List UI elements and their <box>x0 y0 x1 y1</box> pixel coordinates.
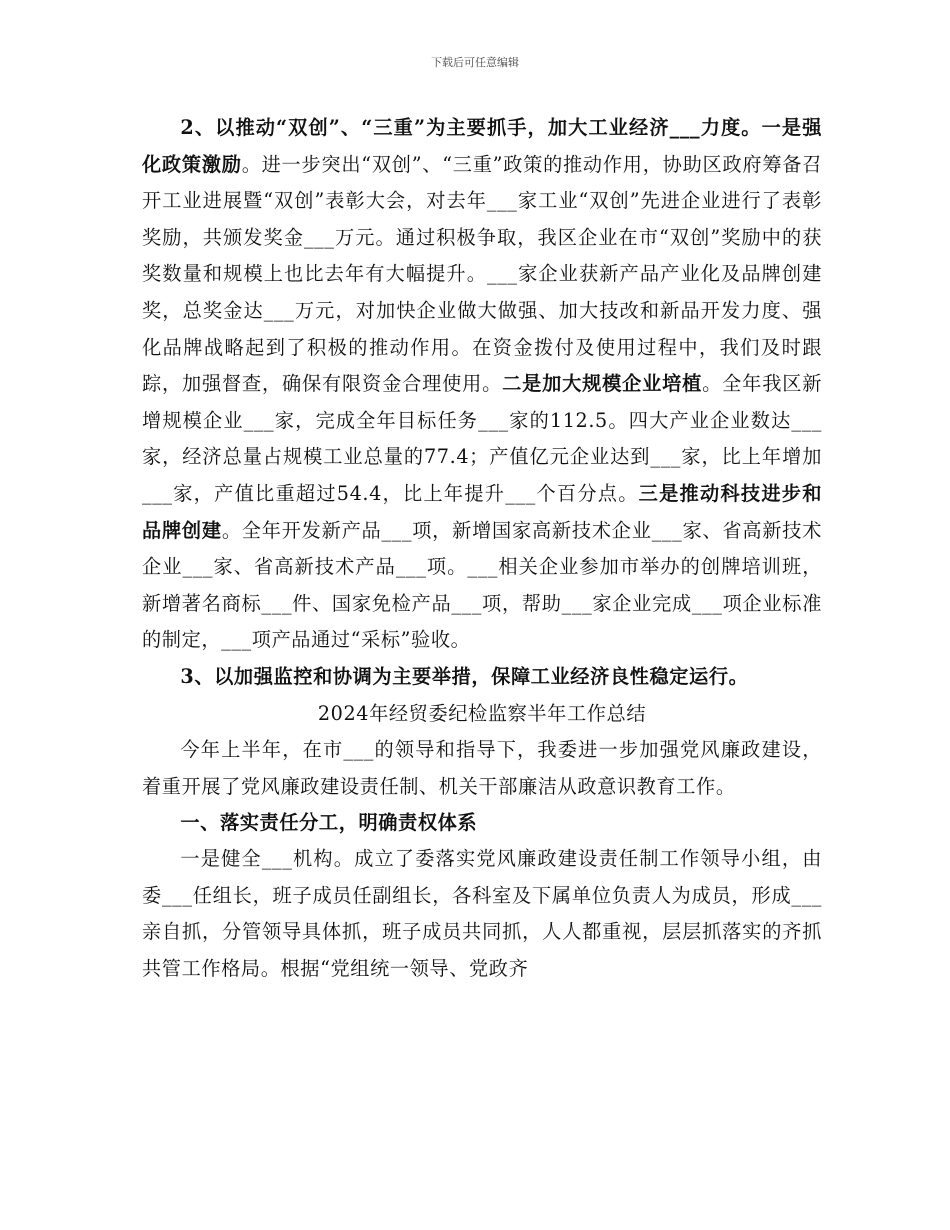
section-body: 一是健全___机构。成立了委落实党风廉政建设责任制工作领导小组，由委___任组长，班子成员任副组长，各科室及下属单位负责人为成员，形成___亲自抓，分管领导具体抓，班子成员共同抓，人人都重视，层层抓落实的齐抓共管工作格局。根据“党组统一领导、党政齐 <box>142 847 822 980</box>
lead-phrase-2: 二是加大规模企业培植 <box>502 372 703 396</box>
paragraph-text-2: 。全年我区新增规模企业___家，完成全年目标任务___家的112.5。四大产业企业数达___家，经济总量占规模工业总量的77.4；产值亿元企业达到___家，比上年增加___家，产值比重超过54.4，比上年提升___个百分点。 <box>142 372 822 505</box>
paragraph-industrial-economy <box>142 110 822 659</box>
summary-section <box>142 732 822 987</box>
section-heading: 一、落实责任分工，明确责权体系 <box>180 810 478 834</box>
document-title: 2024年经贸委纪检监察半年工作总结 <box>317 701 647 725</box>
intro-paragraph: 今年上半年，在市___的领导和指导下，我委进一步加强党风廉政建设，着重开展了党风廉政建设责任制、机关干部廉洁从政意识教育工作。 <box>142 738 822 798</box>
lead-phrase-3: 三是推动科技进步和品牌创建 <box>142 481 823 542</box>
document-body <box>142 110 822 987</box>
paragraph-heading-3: 3、以加强监控和协调为主要举措，保障工业经济良性稳定运行。 <box>180 664 749 688</box>
paragraph-heading: 2、以推动“双创”、“三重”为主要抓手，加大工业经济___力度。 <box>180 116 762 139</box>
lead-phrase-1: 一是强化政策激励 <box>142 116 822 176</box>
paragraph-text-1: 。进一步突出“双创”、“三重”政策的推动作用，协助区政府筹备召开工业进展暨“双创”表彰大会，对去年___家工业“双创”先进企业进行了表彰奖励，共颁发奖金___万元。通过积极争取，我区企业在市“双创”奖励中的获奖数量和规模上也比去年有大幅提升。___家企业获新产品产业化及品牌创建奖，总奖金达___万元，对加快企业做大做强、加大技改和新品开发力度、强化品牌战略起到了积极的推动作用。在资金拨付及使用过程中，我们及时跟踪，加强督查，确保有限资金合理使用。 <box>142 152 823 396</box>
paragraph-text-3: 。全年开发新产品___项，新增国家高新技术企业___家、省高新技术企业___家、省高新技术产品___项。___相关企业参加市举办的创牌培训班，新增著名商标___件、国家免检产品___项，帮助___家企业完成___项企业标准的制定，___项产品通过“采标”验收。 <box>142 518 822 652</box>
page-header-note: 下载后可任意编辑 <box>431 56 519 69</box>
